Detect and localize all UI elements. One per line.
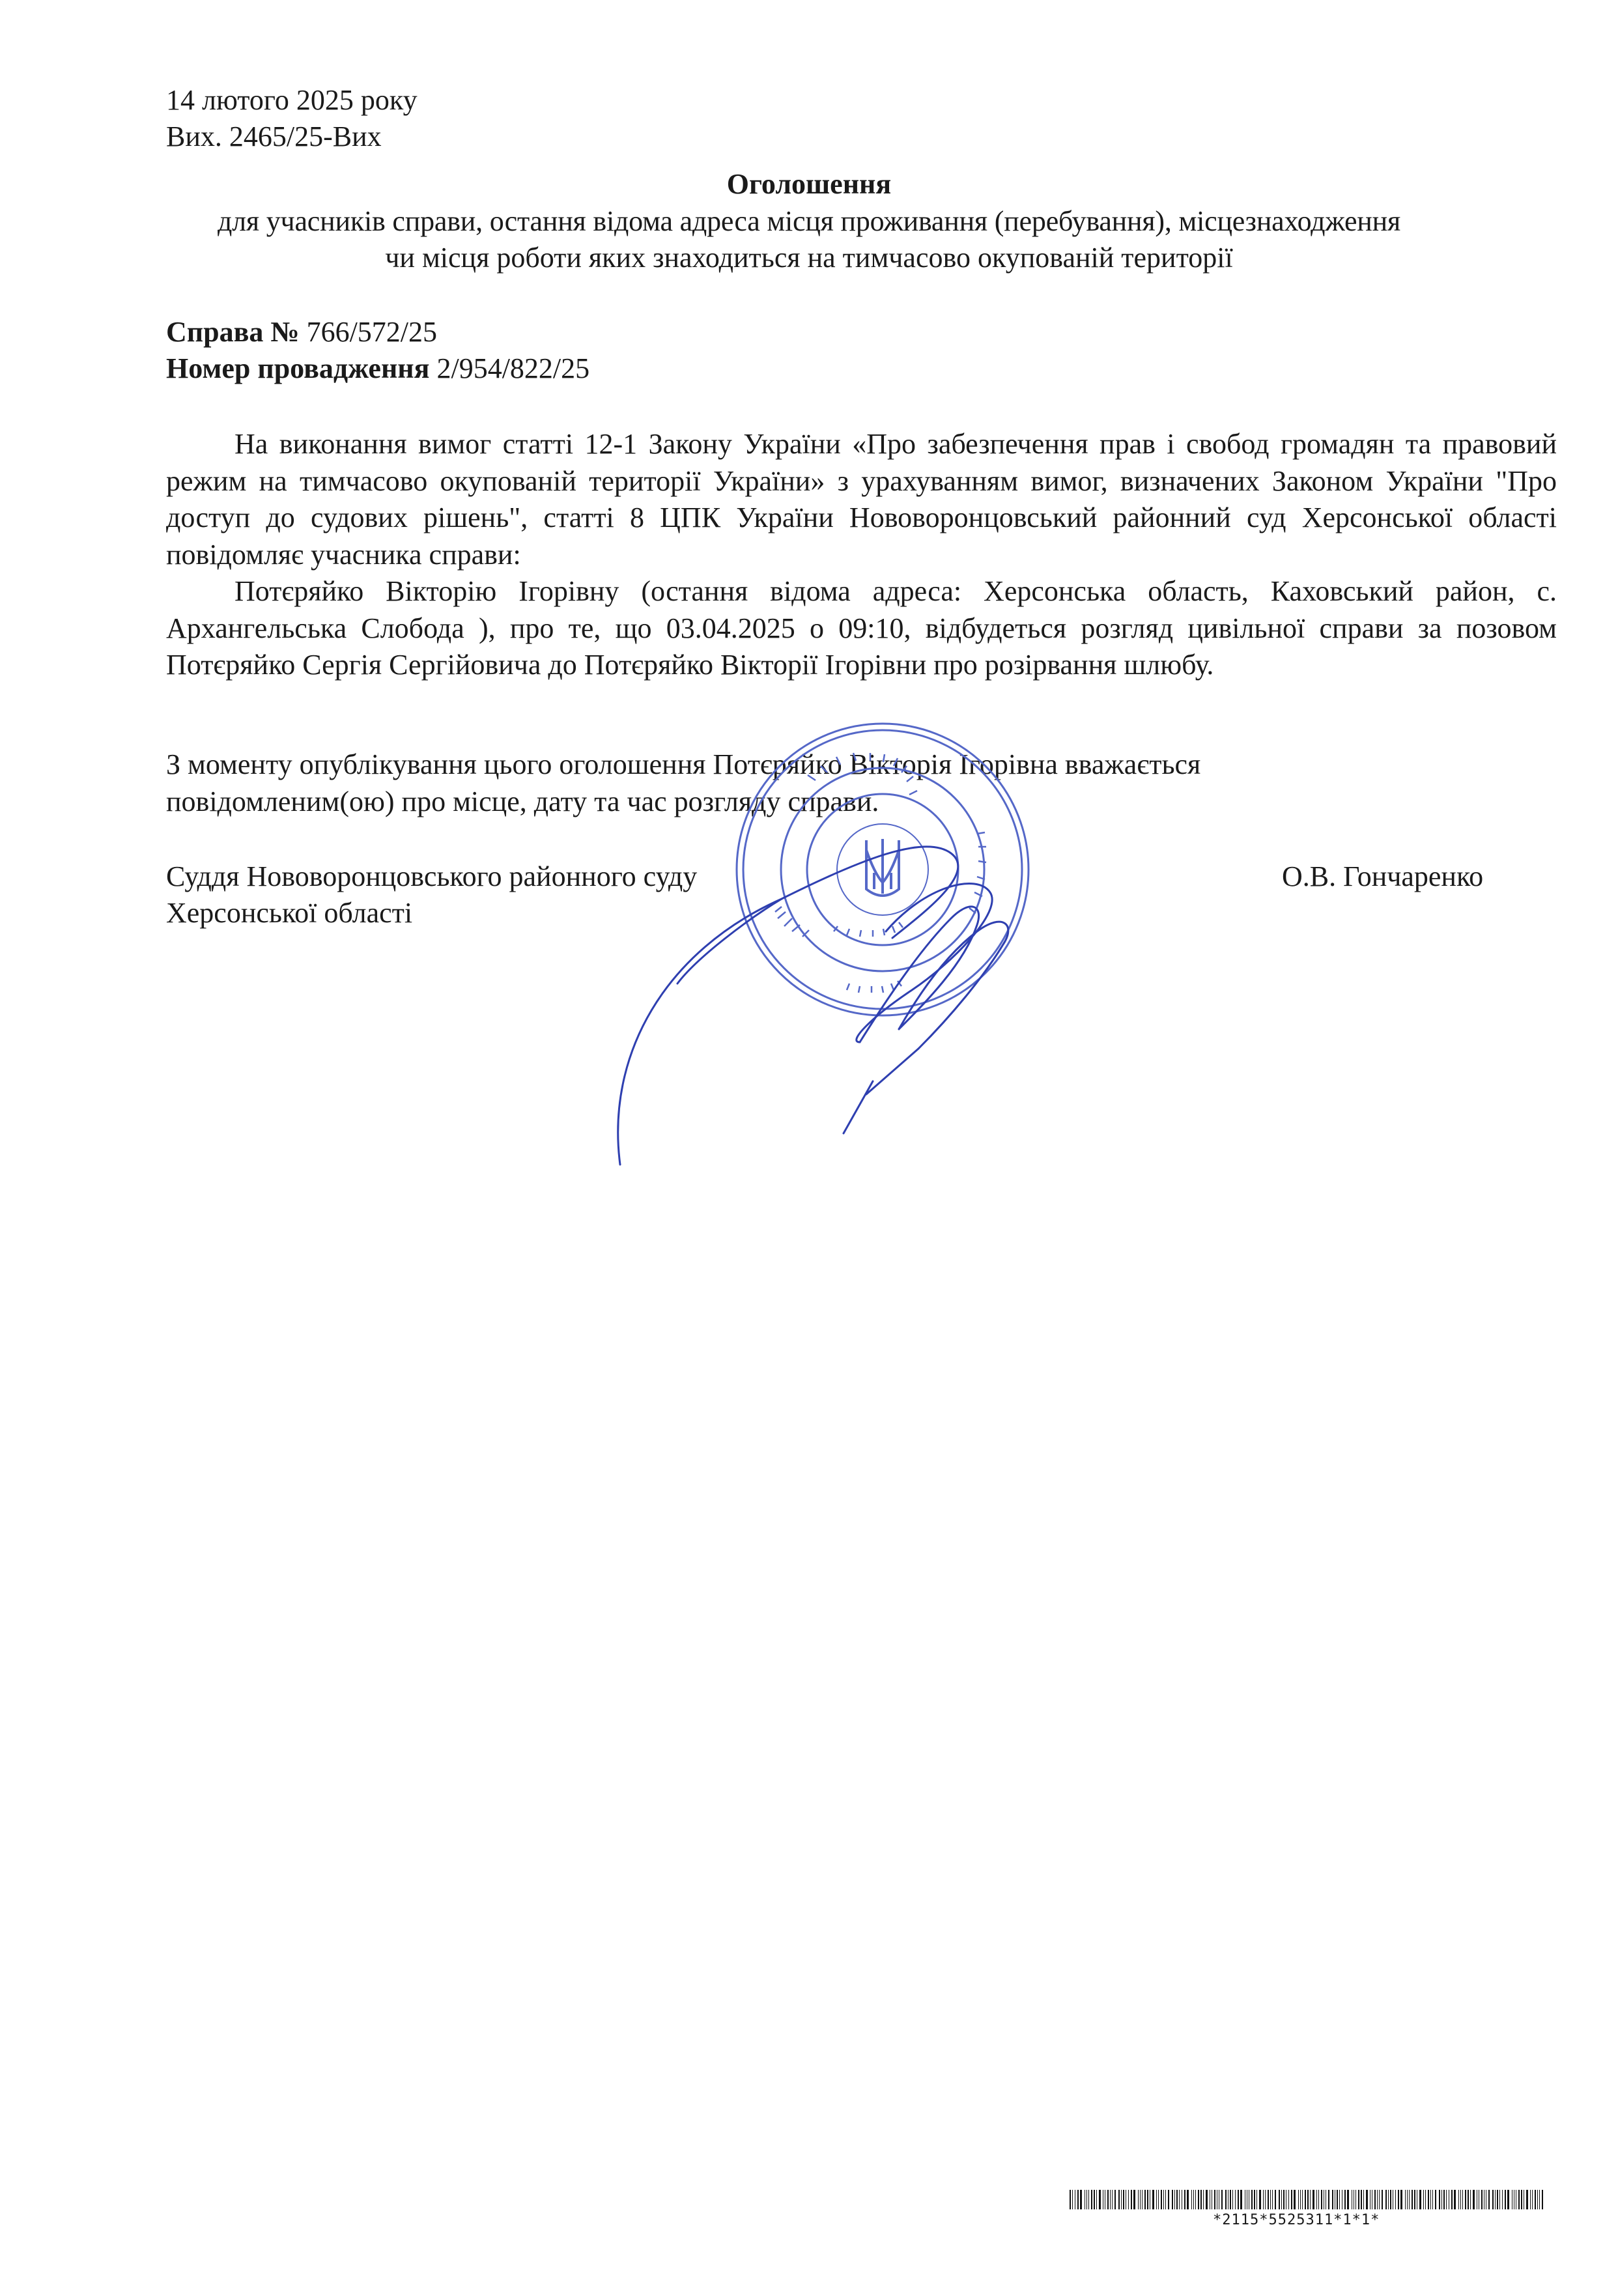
barcode-bar (1144, 2190, 1146, 2209)
announcement-subtitle-line2: чи місця роботи яких знаходиться на тимчасово окупованій території (385, 242, 1233, 274)
barcode-bar (1481, 2190, 1483, 2209)
barcode-bar (1187, 2190, 1189, 2209)
barcode-bar (1502, 2190, 1503, 2209)
barcode-bar (1313, 2190, 1314, 2209)
announcement-subtitle-line1: для учасників справи, остання відома адреса місця проживання (перебування), місцезнаходження (217, 205, 1401, 237)
judge-position-line-1: Суддя Нововоронцовського районного суду (166, 860, 698, 892)
barcode-bar (1361, 2190, 1362, 2209)
barcode-bar (1521, 2190, 1522, 2209)
barcode-bar (1195, 2190, 1196, 2209)
barcode-bar (1198, 2190, 1199, 2209)
document-barcode (1070, 2190, 1549, 2209)
barcode-bar (1172, 2190, 1173, 2209)
outgoing-number: Вих. 2465/25-Вих (166, 120, 382, 152)
notice-line-2: повідомленим(ою) про місце, дату та час розгляду справи. (166, 786, 879, 817)
barcode-bar (1291, 2190, 1292, 2209)
barcode-bar (1526, 2190, 1528, 2209)
barcode-bar (1446, 2190, 1447, 2209)
barcode-bar (1275, 2190, 1276, 2209)
trident-emblem-icon (866, 839, 899, 896)
barcode-bar (1096, 2190, 1097, 2209)
barcode-bar (1495, 2190, 1496, 2209)
proceeding-number-label: Номер провадження (166, 352, 430, 384)
barcode-bar (1460, 2190, 1461, 2209)
document-date: 14 лютого 2025 року (166, 84, 418, 116)
barcode-bar (1114, 2190, 1116, 2209)
case-number-line (166, 314, 437, 350)
barcode-bar (1142, 2190, 1143, 2209)
barcode-bar (1133, 2190, 1135, 2209)
barcode-bar (1107, 2190, 1109, 2209)
barcode-bar (1128, 2190, 1129, 2209)
announcement-title: Оголошення (726, 168, 892, 200)
barcode-bar (1072, 2190, 1073, 2209)
barcode-bar (1492, 2190, 1494, 2209)
barcode-bar (1390, 2190, 1391, 2209)
barcode-bar (1259, 2190, 1261, 2209)
barcode-bar (1214, 2190, 1215, 2209)
barcode-bar (1385, 2190, 1387, 2209)
barcode-bar (1505, 2190, 1506, 2209)
barcode-bar (1118, 2190, 1120, 2209)
barcode-bar (1507, 2190, 1509, 2209)
barcode-bar (1412, 2190, 1413, 2209)
barcode-bar (1140, 2190, 1141, 2209)
barcode-bar (1488, 2190, 1490, 2209)
barcode-bar (1302, 2190, 1303, 2209)
barcode-bar (1232, 2190, 1233, 2209)
barcode-bar (1256, 2190, 1257, 2209)
barcode-bar (1407, 2190, 1408, 2209)
barcode-bar (1110, 2190, 1111, 2209)
barcode-bar (1112, 2190, 1113, 2209)
barcode-bar (1428, 2190, 1429, 2209)
barcode-bar (1165, 2190, 1166, 2209)
barcode-bar (1265, 2190, 1266, 2209)
barcode-bar (1358, 2190, 1359, 2209)
barcode-bar (1191, 2190, 1192, 2209)
barcode-bar (1279, 2190, 1280, 2209)
barcode-bar (1432, 2190, 1433, 2209)
barcode-bar (1454, 2190, 1456, 2209)
barcode-bar (1473, 2190, 1475, 2209)
barcode-bar (1405, 2190, 1406, 2209)
barcode-bar (1131, 2190, 1132, 2209)
barcode-bar (1409, 2190, 1410, 2209)
barcode-bar (1423, 2190, 1424, 2209)
barcode-bar (1307, 2190, 1309, 2209)
barcode-bar (1251, 2190, 1253, 2209)
barcode-bar (1283, 2190, 1284, 2209)
barcode-bar (1077, 2190, 1079, 2209)
barcode-bar (1184, 2190, 1185, 2209)
barcode-bar (1235, 2190, 1236, 2209)
barcode-bar (1168, 2190, 1169, 2209)
barcode-bar (1094, 2190, 1095, 2209)
body-paragraph-1: На виконання вимог статті 12-1 Закону України «Про забезпечення прав і свобод громадян та правовий режим на тимчасово окупованій території України» з урахуванням вимог, визначених Законом України "Про доступ до судових рішень", статті 8 ЦПК України Нововоронцовський районний суд Херсонської області повідомляє учасника справи: (166, 428, 1557, 571)
barcode-bar (1152, 2190, 1154, 2209)
barcode-bar (1321, 2190, 1322, 2209)
barcode-bar (1176, 2190, 1178, 2209)
judge-signature (586, 769, 1055, 1185)
barcode-bar (1537, 2190, 1538, 2209)
proceeding-number-value: 2/954/822/25 (429, 352, 590, 384)
barcode-bar (1121, 2190, 1122, 2209)
barcode-bar (1379, 2190, 1380, 2209)
barcode-bar (1193, 2190, 1194, 2209)
barcode-bar (1441, 2190, 1442, 2209)
barcode-bar (1458, 2190, 1459, 2209)
barcode-bar (1091, 2190, 1092, 2209)
proceeding-number-line (166, 350, 589, 387)
barcode-bar (1439, 2190, 1440, 2209)
barcode-bar (1088, 2190, 1089, 2209)
barcode-bar (1366, 2190, 1368, 2209)
judge-name: О.В. Гончаренко (1282, 860, 1484, 892)
barcode-bar (1430, 2190, 1431, 2209)
barcode-bar (1419, 2190, 1421, 2209)
barcode-bar (1086, 2190, 1087, 2209)
barcode-bar (1374, 2190, 1376, 2209)
barcode-bar (1070, 2190, 1071, 2209)
barcode-bar (1272, 2190, 1273, 2209)
barcode-bar (1288, 2190, 1289, 2209)
barcode-text: *2115*5525311*1*1* (1213, 2212, 1380, 2228)
barcode-bar (1305, 2190, 1306, 2209)
barcode-bar (1377, 2190, 1378, 2209)
barcode-bar (1344, 2190, 1346, 2209)
barcode-bar (1099, 2190, 1101, 2209)
body-paragraph-2: Потєряйко Вікторію Ігорівну (остання відома адреса: Херсонська область, Каховський район, с. Архангельська Слобода ), про те, що 03.04.2025 о 09:10, відбудеться розгляд цивільної справи за позовом Потєряйко Сергія Сергійовича до Потєряйко Вікторії Ігорівни про розірвання шлюбу. (166, 575, 1557, 681)
barcode-bar (1332, 2190, 1333, 2209)
barcode-bar (1398, 2190, 1399, 2209)
barcode-bar (1123, 2190, 1124, 2209)
barcode-bar (1161, 2190, 1162, 2209)
barcode-bar (1203, 2190, 1204, 2209)
barcode-bar (1263, 2190, 1264, 2209)
barcode-bar (1425, 2190, 1426, 2209)
barcode-bar (1270, 2190, 1271, 2209)
barcode-bar (1388, 2190, 1389, 2209)
barcode-bar (1200, 2190, 1202, 2209)
barcode-bar (1395, 2190, 1396, 2209)
barcode-bar (1294, 2190, 1296, 2209)
barcode-bar (1221, 2190, 1223, 2209)
barcode-bar (1174, 2190, 1175, 2209)
barcode-bar (1347, 2190, 1349, 2209)
barcode-bar (1532, 2190, 1533, 2209)
barcode-bar (1225, 2190, 1227, 2209)
barcode-bar (1414, 2190, 1415, 2209)
barcode-bar (1363, 2190, 1364, 2209)
barcode-bar (1138, 2190, 1139, 2209)
barcode-bar (1206, 2190, 1208, 2209)
barcode-bar (1156, 2190, 1157, 2209)
barcode-bar (1268, 2190, 1269, 2209)
barcode-bar (1470, 2190, 1471, 2209)
barcode-bar (1147, 2190, 1148, 2209)
barcode-bar (1230, 2190, 1231, 2209)
barcode-bar (1339, 2190, 1340, 2209)
barcode-bar (1310, 2190, 1311, 2209)
barcode-bar (1355, 2190, 1356, 2209)
barcode-bar (1462, 2190, 1463, 2209)
barcode-bar (1542, 2190, 1543, 2209)
barcode-bar (1337, 2190, 1338, 2209)
barcode-bar (1298, 2190, 1299, 2209)
barcode-bar (1499, 2190, 1500, 2209)
barcode-bar (1158, 2190, 1159, 2209)
case-number-value: 766/572/25 (299, 316, 438, 348)
barcode-bar (1530, 2190, 1531, 2209)
barcode-bar (1539, 2190, 1540, 2209)
barcode-bar (1318, 2190, 1319, 2209)
barcode-bar (1328, 2190, 1329, 2209)
notice-line-1: З моменту опублікування цього оголошення Потєряйко Вікторія Ігорівна вважається (166, 748, 1201, 780)
barcode-bar (1443, 2190, 1445, 2209)
seal-center-ring (837, 824, 928, 915)
barcode-bar (1451, 2190, 1453, 2209)
barcode-bar (1465, 2190, 1466, 2209)
barcode-bar (1080, 2190, 1082, 2209)
barcode-bar (1468, 2190, 1469, 2209)
barcode-bar (1163, 2190, 1164, 2209)
barcode-bar (1281, 2190, 1282, 2209)
barcode-bar (1435, 2190, 1436, 2209)
barcode-bar (1382, 2190, 1383, 2209)
barcode-bar (1240, 2190, 1242, 2209)
barcode-bar (1300, 2190, 1301, 2209)
barcode-bar (1254, 2190, 1255, 2209)
barcode-bar (1497, 2190, 1498, 2209)
barcode-bar (1518, 2190, 1520, 2209)
judge-position-line-2: Херсонської області (166, 897, 413, 929)
barcode-bar (1400, 2190, 1402, 2209)
barcode-bar (1179, 2190, 1180, 2209)
barcode-bar (1316, 2190, 1317, 2209)
barcode-bar (1535, 2190, 1536, 2209)
barcode-bar (1238, 2190, 1239, 2209)
case-number-label: Справа № (166, 316, 300, 348)
